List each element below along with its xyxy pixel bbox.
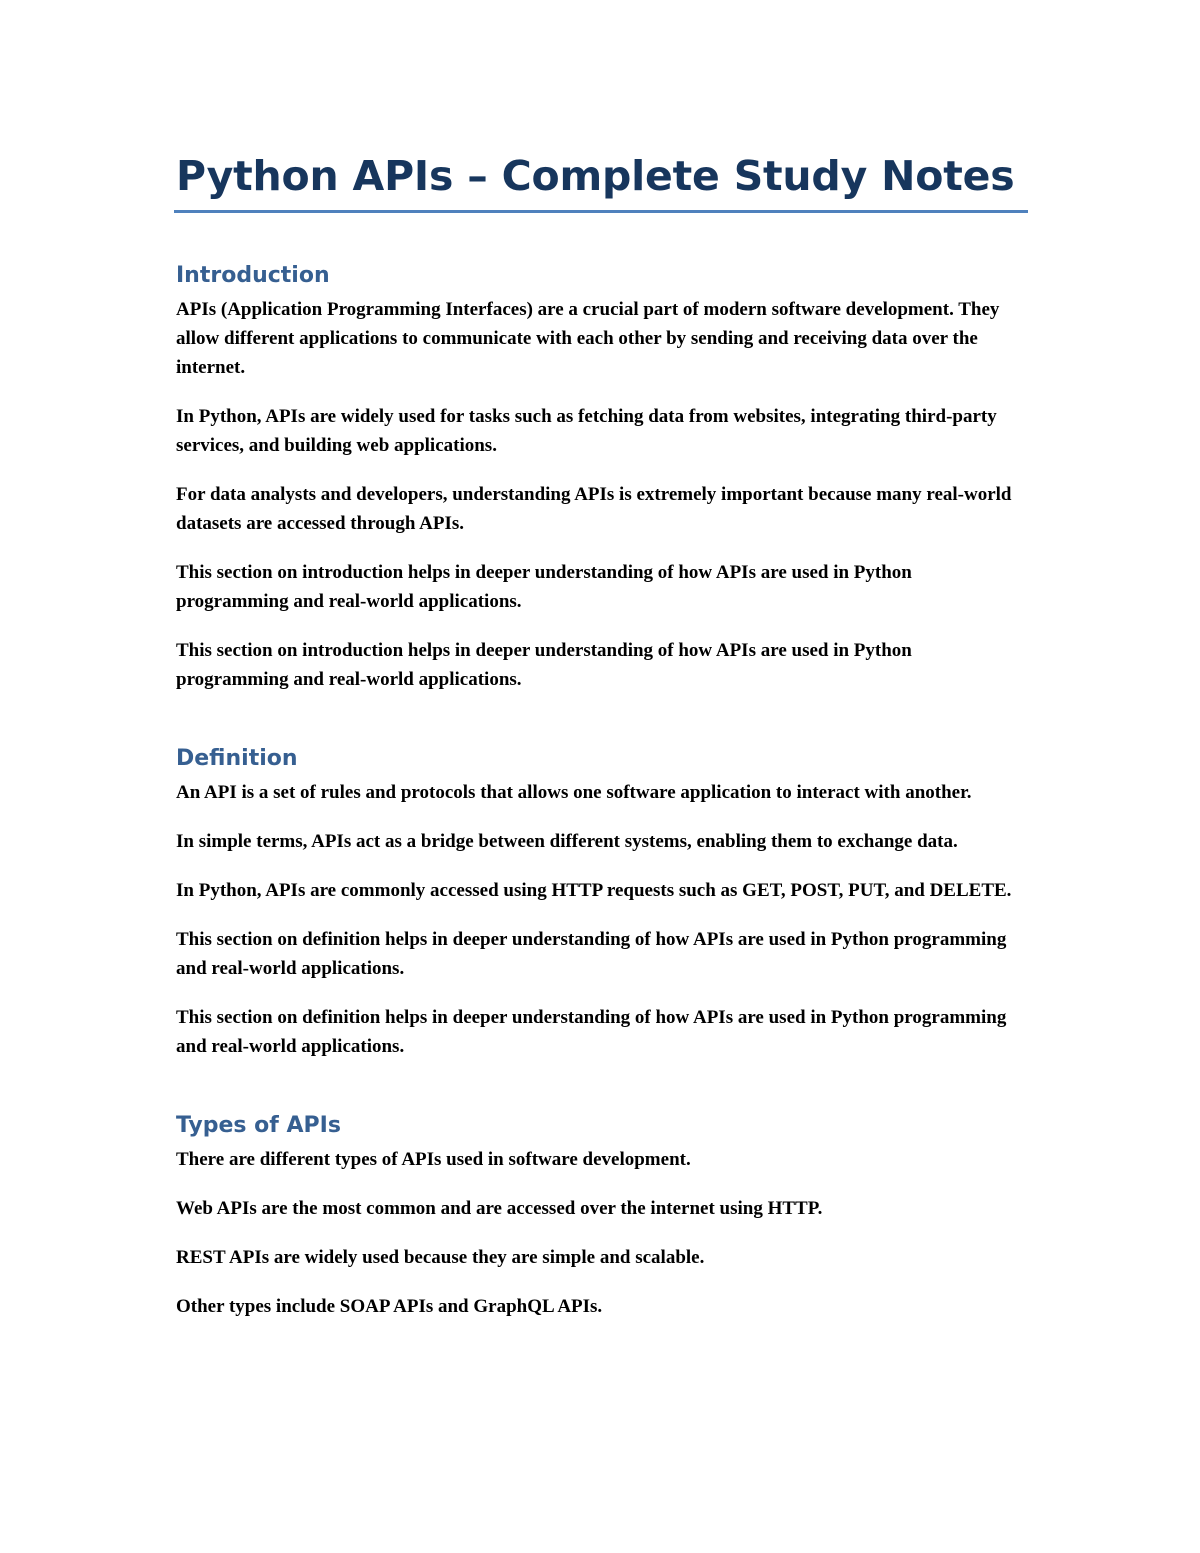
section-heading-introduction: Introduction: [176, 263, 330, 288]
paragraph: Other types include SOAP APIs and GraphQL APIs.: [176, 1296, 603, 1317]
paragraph: REST APIs are widely used because they are simple and scalable.: [176, 1247, 705, 1268]
paragraph: There are different types of APIs used in software development.: [176, 1149, 691, 1170]
paragraph: This section on introduction helps in deeper understanding of how APIs are used in Python programming and real-world applications.: [176, 562, 912, 612]
title-underline-rule: [174, 210, 1028, 213]
section-introduction: [176, 261, 1028, 694]
paragraph: This section on definition helps in deeper understanding of how APIs are used in Python programming and real-world applications.: [176, 929, 1007, 979]
paragraph: In Python, APIs are widely used for tasks such as fetching data from websites, integrating third-party services, and building web applications.: [176, 406, 997, 456]
section-definition: [176, 744, 1028, 1061]
document-body: [176, 148, 1028, 1321]
section-heading-types-of-apis: Types of APIs: [176, 1113, 341, 1138]
paragraph: This section on introduction helps in deeper understanding of how APIs are used in Python programming and real-world applications.: [176, 640, 912, 690]
paragraph: For data analysts and developers, understanding APIs is extremely important because many real-world datasets are accessed through APIs.: [176, 484, 1012, 534]
paragraph: In simple terms, APIs act as a bridge between different systems, enabling them to exchange data.: [176, 831, 958, 852]
section-heading-definition: Definition: [176, 746, 298, 771]
document-title: Python APIs – Complete Study Notes: [176, 152, 1015, 200]
paragraph: Web APIs are the most common and are accessed over the internet using HTTP.: [176, 1198, 823, 1219]
paragraph: In Python, APIs are commonly accessed using HTTP requests such as GET, POST, PUT, and DELETE.: [176, 880, 1012, 901]
section-types-of-apis: [176, 1111, 1028, 1321]
paragraph: APIs (Application Programming Interfaces) are a crucial part of modern software development. They allow different applications to communicate with each other by sending and receiving data over the internet.: [176, 299, 1000, 378]
paragraph: An API is a set of rules and protocols that allows one software application to interact with another.: [176, 782, 972, 803]
paragraph: This section on definition helps in deeper understanding of how APIs are used in Python programming and real-world applications.: [176, 1007, 1007, 1057]
